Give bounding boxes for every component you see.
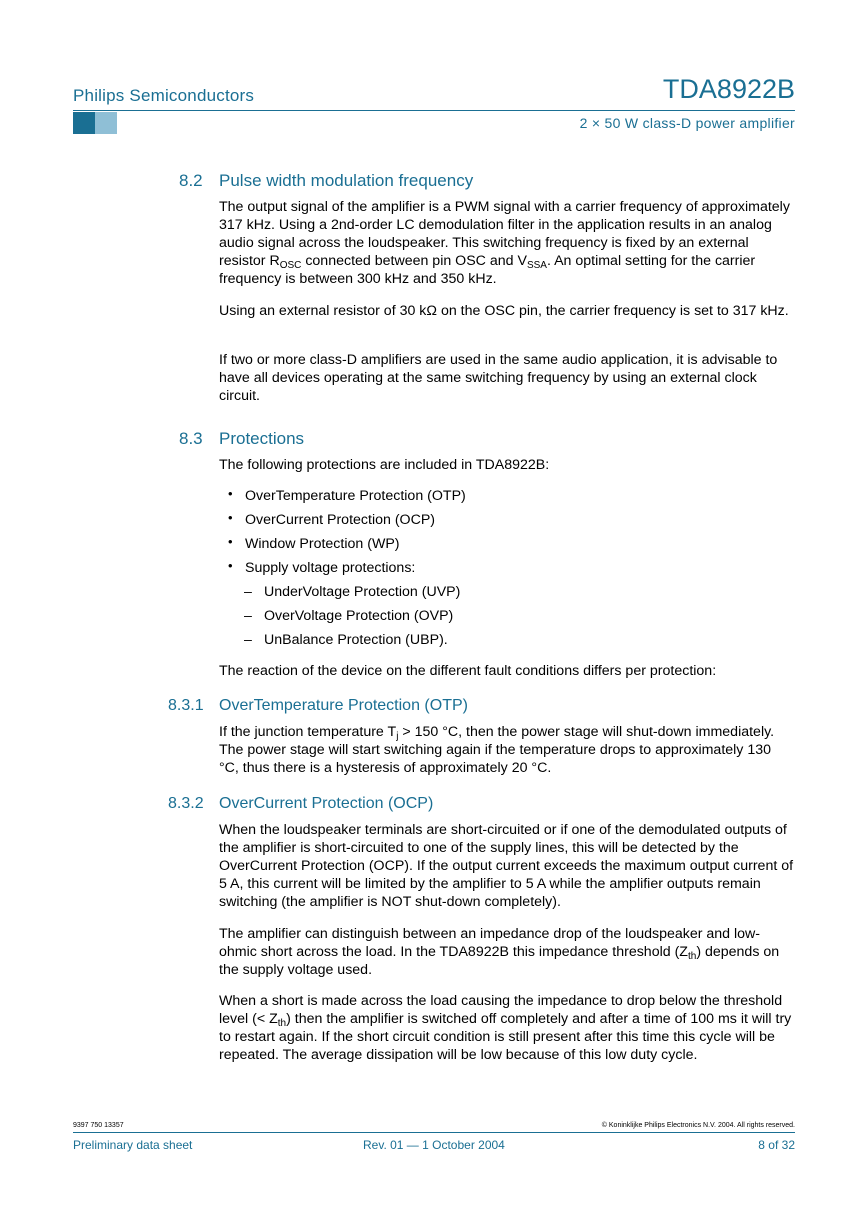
document-subtitle: 2 × 50 W class-D power amplifier [579,115,795,131]
paragraph: The reaction of the device on the different fault conditions differs per protection: [219,663,717,679]
text-run: . An optimal setting for the carrier frequency is between 300 kHz and 350 kHz. [219,253,756,287]
paragraph [219,992,794,1064]
bullet-mark: • [228,534,233,549]
page-number: 8 of 32 [758,1138,795,1152]
document-number: 9397 750 13357 [73,1122,124,1129]
list-item-text: Supply voltage protections: [245,560,416,576]
company-name: Philips Semiconductors [73,86,255,105]
paragraph: When the loudspeaker terminals are short-circuited or if one of the demodulated outputs of the amplifier is short-circuited to one of the supply lines, this will be detected by the OverCurrent Protection (OCP). If the output current exceeds the maximum output current of 5 A, this current will be limited by the amplifier to 5 A while the amplifier outputs remain switching (the amplifier is NOT shut-down completely). [219,822,794,910]
paragraph: The following protections are included in TDA8922B: [219,457,550,473]
document-type: Preliminary data sheet [73,1138,193,1152]
footer-rule [73,1132,795,1133]
text-run: The output signal of the amplifier is a PWM signal with a carrier frequency of approximately 317 kHz. Using a 2nd-order LC demodulation filter in the application results in an analog audio signal across the loudspeaker. This switching frequency is fixed by an external resistor R [219,199,790,269]
header-rule [73,110,795,111]
list-item-text: OverCurrent Protection (OCP) [245,512,436,528]
section-title: OverCurrent Protection (OCP) [219,795,434,812]
sub-list-item-text: OverVoltage Protection (OVP) [264,608,454,624]
list-item-text: OverTemperature Protection (OTP) [245,488,466,504]
copyright: © Koninklijke Philips Electronics N.V. 2004. All rights reserved. [601,1122,795,1129]
dash-mark: – [244,608,252,624]
subscript: OSC [279,260,302,271]
text-run: > 150 °C, then the power stage will shut-down immediately. The power stage will start switching again if the temperature drops to approximately 130 °C, thus there is a hysteresis of approximately 20 °C. [219,724,775,776]
section-title: Protections [219,429,305,448]
paragraph [219,723,794,777]
text-run: When a short is made across the load causing the impedance to drop below the threshold level (< Z [219,993,783,1027]
section-title: OverTemperature Protection (OTP) [219,697,468,714]
subscript: SSA [526,260,547,271]
part-number: TDA8922B [662,74,795,104]
paragraph [219,198,794,288]
paragraph: Using an external resistor of 30 kΩ on the OSC pin, the carrier frequency is set to 317 kHz. [219,303,789,319]
section-number: 8.3.1 [168,697,204,714]
section-number: 8.3 [179,429,203,448]
section-number: 8.2 [179,171,203,190]
dash-mark: – [244,632,252,648]
section-number: 8.3.2 [168,795,204,812]
text-run: If the junction temperature T [219,724,397,740]
header-brand-block-dark [73,112,95,134]
text-run: ) depends on the supply voltage used. [219,944,780,978]
subscript: th [277,1018,287,1029]
paragraph [219,925,794,979]
bullet-mark: • [228,486,233,501]
text-run: connected between pin OSC and V [301,253,527,269]
bullet-mark: • [228,558,233,573]
list-item-text: Window Protection (WP) [245,536,400,552]
bullet-mark: • [228,510,233,525]
subscript: th [687,951,697,962]
header-brand-block-light [95,112,117,134]
text-run: ) then the amplifier is switched off completely and after a time of 100 ms it will try to restart again. If the short circuit condition is still present after this time this cycle will be repeated. The average dissipation will be low because of this low duty cycle. [219,1011,792,1063]
sub-list-item-text: UnderVoltage Protection (UVP) [264,584,461,600]
revision-info: Rev. 01 — 1 October 2004 [363,1138,505,1152]
subscript: j [396,731,399,742]
paragraph: If two or more class-D amplifiers are used in the same audio application, it is advisable to have all devices operating at the same switching frequency by using an external clock circuit. [219,352,778,404]
text-run: The amplifier can distinguish between an impedance drop of the loudspeaker and low-ohmic short across the load. In the TDA8922B this impedance threshold (Z [219,926,761,960]
sub-list-item-text: UnBalance Protection (UBP). [264,632,448,648]
dash-mark: – [244,584,252,600]
section-title: Pulse width modulation frequency [219,171,474,190]
